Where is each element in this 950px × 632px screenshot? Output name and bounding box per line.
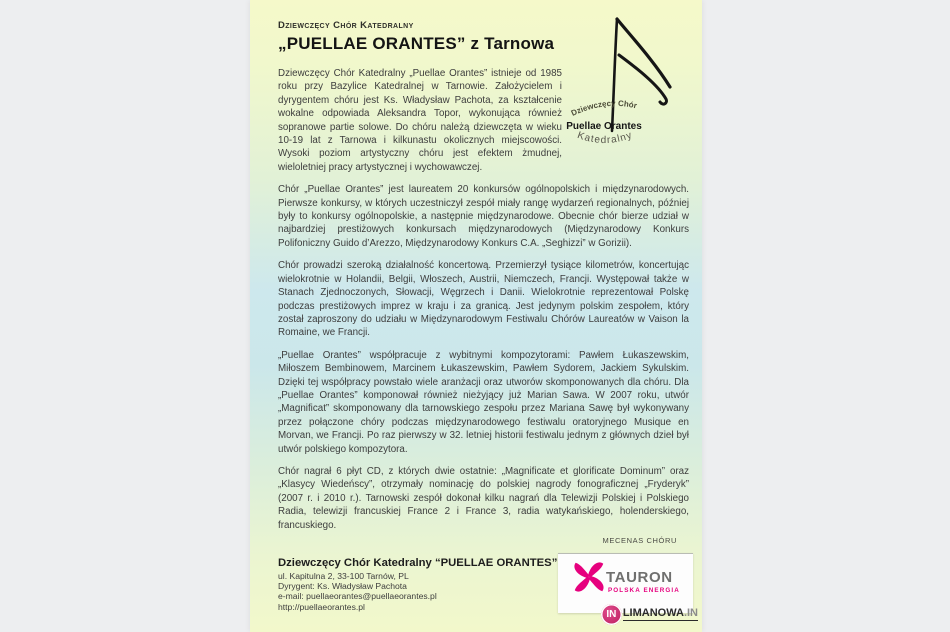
main-content [278, 20, 689, 541]
limanowa-badge-icon: IN [601, 604, 622, 625]
flyer-page [250, 0, 702, 632]
limanowa-tld: .IN [683, 607, 698, 619]
contact-email: e-mail: puellaeorantes@puellaeorantes.pl [278, 591, 437, 602]
limanowa-logo-text [623, 607, 698, 621]
tauron-logo-text: TAURON [606, 569, 673, 586]
badge-arc-top-label: Dziewczęcy Chór [569, 98, 638, 118]
contact-name: Dziewczęcy Chór Katedralny “PUELLAE ORANTES” [278, 557, 558, 569]
contact-conductor: Dyrygent: Ks. Władysław Pachota [278, 581, 407, 592]
tauron-pinwheel-icon [570, 558, 608, 596]
paragraph-composers: „Puellae Orantes” współpracuje z wybitnymi kompozytorami: Pawłem Łukaszewskim, Miłoszem Bembinowem, Marcinem Łukaszewskim, Pawłem Sydorem, Jackiem Sykulskim. Dzięki tej współpracy powstało wiele aranżacji oraz utworów skomponowanych dla chóru. Dla „Puellae Orantes” komponował również nieżyjący już Marian Sawa. W 2007 roku, utwór „Magnificat” skomponowany dla tarnowskiego zespołu przez Mariana Sawę był wykonywany przez połączone chóry podczas międzynarodowego festiwalu oratoryjnego Musique en Morvan, we Francji. Po raz pierwszy w 32. letniej historii festiwalu jednym z głównych dzieł był utwór polskiego kompozytora. [278, 349, 689, 455]
paragraph-competitions: Chór „Puellae Orantes” jest laureatem 20 konkursów ogólnopolskich i międzynarodowych. Pierwsze konkursy, w których uczestniczył zespół miały rangę wydarzeń regionalnych, później były to konkursy ogólnopolskie, a następnie międzynarodowe. Obecnie chór bierze udział w najbardziej prestiżowych konkursach międzynarodowych (Międzynarodowy Konkurs Polifoniczny Guido d’Arezzo, Międzynarodowy Konkurs C.A. „Seghizzi” w Gorizii). [278, 184, 689, 249]
paragraph-history: Dziewczęcy Chór Katedralny „Puellae Orantes” istnieje od 1985 roku przy Bazylice Katedralnej w Tarnowie. Założycielem i dyrygentem chóru jest Ks. Władysław Pachota, za kształcenie wokalne odpowiada Aleksandra Topor, wykonująca również sopranowe partie solowe. Do chóru należą dziewczęta w wieku 10-19 lat z Tarnowa i kilkunastu okolicznych miejscowości. Wysoki poziom artystyczny chóru jest efektem żmudnej, wieloletniej pracy artystycznej i wychowawczej. [278, 68, 562, 173]
badge-arc-bottom-label: Katedralny [575, 129, 635, 147]
patron-label: MECENAS CHÓRU [602, 536, 677, 545]
tauron-tagline: POLSKA ENERGIA [608, 587, 680, 594]
contact-block [278, 557, 557, 612]
contact-website: http://puellaeorantes.pl [278, 601, 365, 612]
paragraph-concerts: Chór prowadzi szeroką działalność koncertową. Przemierzył tysiące kilometrów, koncertując wielokrotnie w Holandii, Belgii, Włoszech, Austrii, Niemczech, Francji. Występował także w Stanach Zjednoczonych, Słowacji, Węgrzech i Danii. Wielokrotnie reprezentował Polskę podczas prestiżowych imprez w kraju i za granicą. Jest jedynym polskim zespołem, który został zaproszony do udziału w Międzynarodowym Festiwalu Chórów Laureatów w Vaison la Romaine, we Francji. [278, 260, 689, 339]
paragraph-recordings: Chór nagrał 6 płyt CD, z których dwie ostatnie: „Magnificate et glorificate Dominum” oraz „Klasycy Wiedeńscy”, otrzymały nominację do polskiej nagrody fonograficznej „Fryderyk” (2007 r. i 2010 r.). Tarnowski zespół dokonał kilku nagrań dla Telewizji Polskiej i Polskiego Radia, telewizji francuskiej France 2 i France 3, radia watykańskiego, holenderskiego, francuskiego. [278, 465, 689, 531]
contact-address: ul. Kapitulna 2, 33-100 Tarnów, PL [278, 571, 409, 581]
kicker-heading: Dziewczęcy Chór Katedralny [278, 20, 414, 31]
limanowa-logo [601, 602, 698, 626]
limanowa-name: LIMANOWA [622, 607, 684, 619]
badge-name-label: Puellae Orantes [566, 121, 642, 132]
page-title: „PUELLAE ORANTES” z Tarnowa [278, 34, 555, 53]
